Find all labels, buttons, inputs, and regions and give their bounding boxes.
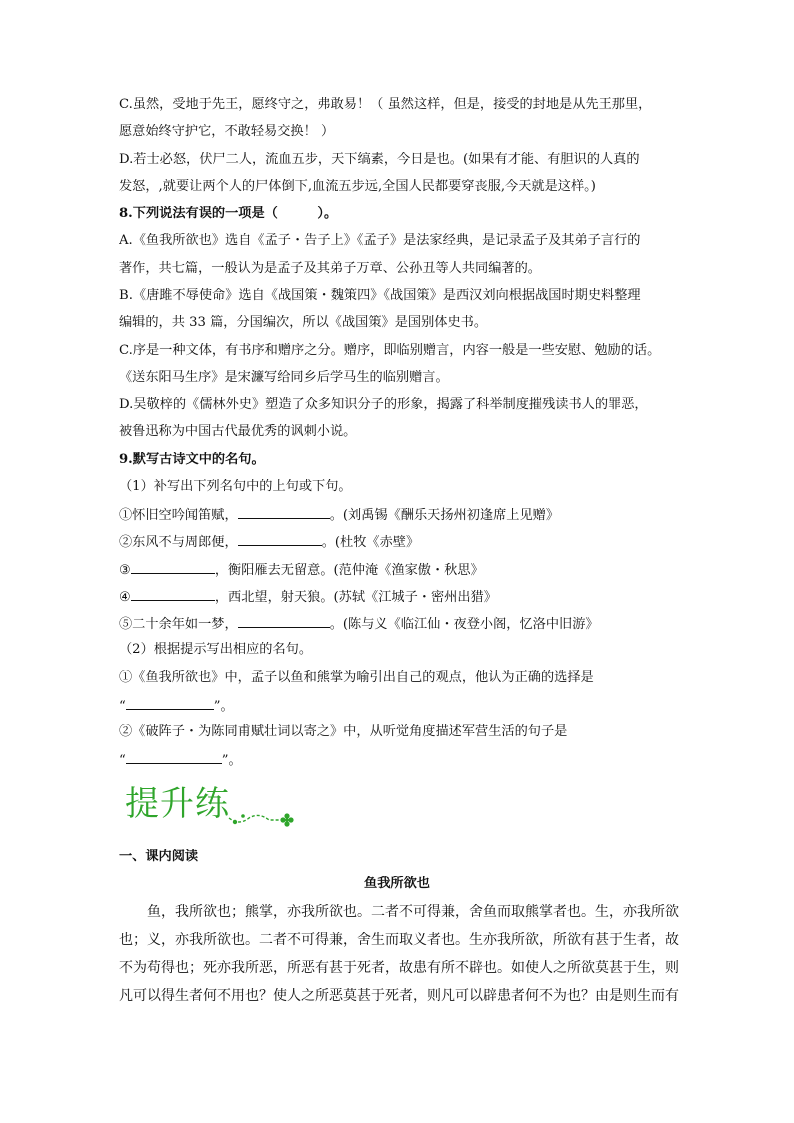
q9-recall-2-prompt: ②《破阵子・为陈同甫赋壮词以寄之》中，从听觉角度描述军营生活的句子是: [119, 724, 568, 739]
banner-title: 提升练: [125, 784, 230, 824]
answer-blank[interactable]: [131, 588, 215, 601]
q8-option-c-line1: C.序是一种文体，有书序和赠序之分。赠序，即临别赠言，内容一般是一些安慰、勉励的话。: [119, 343, 661, 358]
q7-option-c-line1: C.虽然，受地于先王，愿终守之，弗敢易！（ 虽然这样，但是，接受的封地是从先王那里，: [119, 97, 652, 112]
q9-item-1: ①怀旧空吟闻笛赋， 。(刘禹锡《酬乐天扬州初逢席上见赠》: [119, 508, 560, 523]
q8-title: 8.下列说法有误的一项是（ ）。: [119, 206, 338, 221]
answer-blank[interactable]: [238, 533, 322, 546]
vine-decoration-icon: [225, 804, 297, 830]
passage-line-4: 凡可以得生者何不用也？使人之所恶莫甚于死者，则凡可以辟患者何不为也？由是则生而有: [119, 988, 679, 1004]
answer-blank[interactable]: [131, 561, 215, 574]
section-heading: 一、课内阅读: [119, 849, 199, 864]
q9-title: 9.默写古诗文中的名句。: [119, 452, 265, 467]
q8-option-a-line1: A.《鱼我所欲也》选自《孟子・告子上》《孟子》是法家经典，是记录孟子及其弟子言行的: [119, 233, 641, 248]
answer-blank[interactable]: [238, 506, 330, 519]
passage-line-1: 鱼，我所欲也；熊掌，亦我所欲也。二者不可得兼，舍鱼而取熊掌者也。生，亦我所欲: [119, 904, 679, 920]
q7-option-c-line2: 愿意始终守护它，不敢轻易交换！ ）: [119, 124, 335, 139]
answer-blank[interactable]: [126, 697, 214, 710]
q9-item-2: ②东风不与周郎便， 。(杜牧《赤壁》: [119, 535, 420, 550]
answer-blank[interactable]: [238, 615, 330, 628]
q8-option-a-line2: 著作，共七篇，一般认为是孟子及其弟子万章、公孙丑等人共同编著的。: [119, 261, 541, 276]
q9-recall-1-answer: “ ”。: [119, 699, 234, 714]
q9-part1-prompt: （1）补写出下列名句中的上句或下句。: [119, 479, 352, 494]
q7-option-d-line1: D.若士必怒，伏尸二人，流血五步，天下缟素，今日是也。(如果有才能、有胆识的人真的: [119, 152, 640, 167]
q8-option-d-line2: 被鲁迅称为中国古代最优秀的讽刺小说。: [119, 424, 357, 439]
q9-item-4: ④ ，西北望，射天狼。(苏轼《江城子・密州出猎》: [119, 590, 497, 605]
q7-option-d-line2: 发怒，,就要让两个人的尸体倒下,血流五步远,全国人民都要穿丧服,今天就是这样。): [119, 179, 596, 194]
q8-option-b-line2: 编辑的，共 33 篇，分国编次，所以《战国策》是国别体史书。: [119, 315, 488, 330]
q8-option-b-line1: B.《唐雎不辱使命》选自《战国策・魏策四》《战国策》是西汉刘向根据战国时期史料整理: [119, 288, 641, 303]
q9-part2-prompt: （2）根据提示写出相应的名句。: [119, 642, 313, 657]
answer-blank[interactable]: [126, 751, 222, 764]
passage-line-3: 不为苟得也；死亦我所恶，所恶有甚于死者，故患有所不辟也。如使人之所欲莫甚于生，则: [119, 960, 679, 976]
practice-banner: [125, 784, 295, 836]
q9-recall-1-prompt: ①《鱼我所欲也》中，孟子以鱼和熊掌为喻引出自己的观点，他认为正确的选择是: [119, 670, 594, 685]
q8-option-c-line2: 《送东阳马生序》是宋濂写给同乡后学马生的临别赠言。: [119, 370, 449, 385]
passage-title: 鱼我所欲也: [364, 876, 430, 891]
q9-recall-2-answer: “ ”。: [119, 753, 242, 768]
q9-item-3: ③ ，衡阳雁去无留意。(范仲淹《渔家傲・秋思》: [119, 563, 484, 578]
passage-line-2: 也；义，亦我所欲也。二者不可得兼，舍生而取义者也。生亦我所欲，所欲有甚于生者，故: [119, 932, 679, 948]
q9-item-5: ⑤二十余年如一梦， 。(陈与义《临江仙・夜登小阁，忆洛中旧游》: [119, 617, 599, 632]
q8-option-d-line1: D.吴敬梓的《儒林外史》塑造了众多知识分子的形象，揭露了科举制度摧残读书人的罪恶，: [119, 397, 648, 412]
